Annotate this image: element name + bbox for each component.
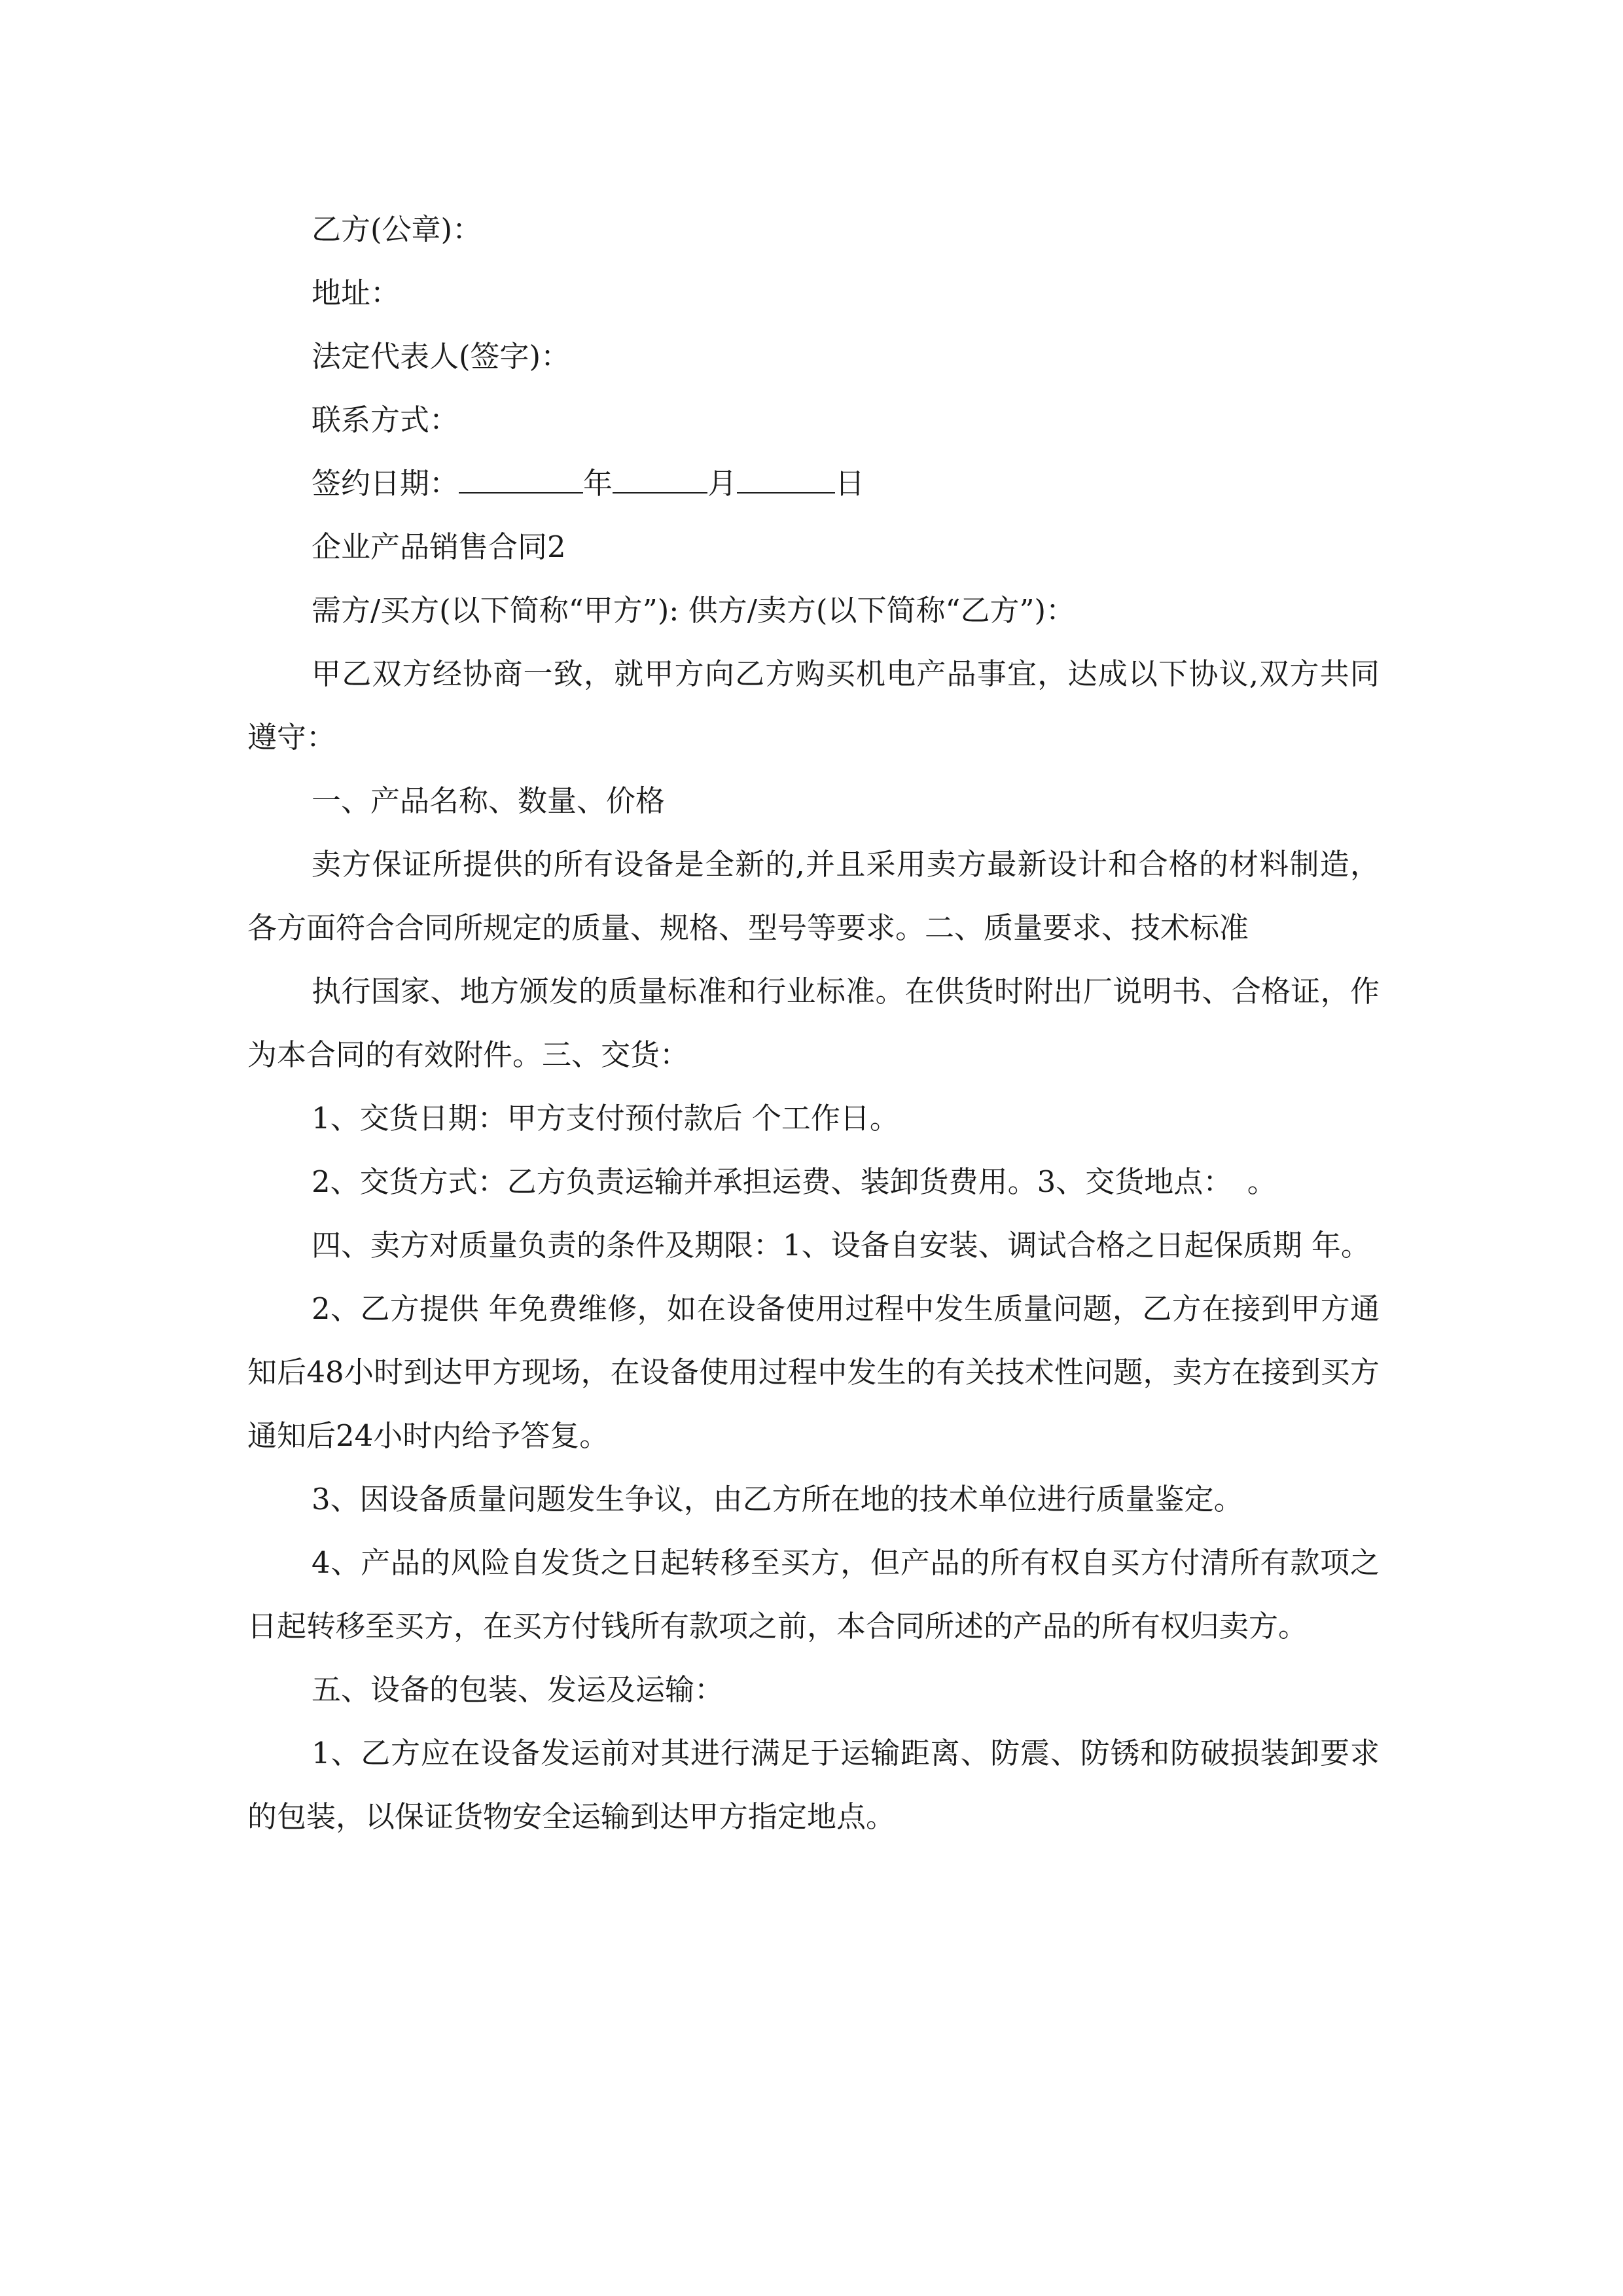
- legal-rep-line: 法定代表人(签字)：: [312, 339, 571, 374]
- warranty-3-line: 3、因设备质量问题发生争议，由乙方所在地的技术单位进行质量鉴定。: [312, 1482, 1243, 1516]
- year-blank: [459, 466, 583, 493]
- contract-title: 企业产品销售合同2: [312, 529, 566, 564]
- section2-paragraph: 执行国家、地方颁发的质量标准和行业标准。在供货时附出厂说明书、合格证，作为本合同的有效附件。三、交货：: [247, 974, 1380, 1072]
- sign-date-label: 签约日期：: [312, 466, 459, 501]
- sign-date-line: [247, 452, 1380, 515]
- day-label: 日: [835, 466, 865, 501]
- section4-paragraph: 四、卖方对质量负责的条件及期限：1、设备自安装、调试合格之日起保质期 年。: [312, 1228, 1370, 1263]
- delivery-date-line: 1、交货日期：甲方支付预付款后 个工作日。: [312, 1101, 899, 1136]
- contact-line: 联系方式：: [312, 403, 459, 437]
- warranty-2-paragraph: 2、乙方提供 年免费维修，如在设备使用过程中发生质量问题，乙方在接到甲方通知后48小时到达甲方现场，在设备使用过程中发生的有关技术性问题，卖方在接到买方通知后24小时内给予答复。: [247, 1291, 1380, 1453]
- delivery-method-line: 2、交货方式：乙方负责运输并承担运费、装卸货费用。3、交货地点： 。: [312, 1164, 1277, 1199]
- day-blank: [737, 466, 835, 493]
- month-label: 月: [707, 466, 738, 501]
- preamble-paragraph: 甲乙双方经协商一致，就甲方向乙方购买机电产品事宜，达成以下协议,双方共同遵守：: [247, 656, 1380, 755]
- year-label: 年: [583, 466, 613, 501]
- address-line: 地址：: [312, 276, 401, 310]
- section1-heading: 一、产品名称、数量、价格: [312, 783, 666, 818]
- packaging-1-paragraph: 1、乙方应在设备发运前对其进行满足于运输距离、防震、防锈和防破损装卸要求的包装，以保证货物安全运输到达甲方指定地点。: [247, 1736, 1380, 1834]
- warranty-4-paragraph: 4、产品的风险自发货之日起转移至买方，但产品的所有权自买方付清所有款项之日起转移至买方，在买方付钱所有款项之前，本合同所述的产品的所有权归卖方。: [247, 1545, 1380, 1643]
- section5-heading: 五、设备的包装、发运及运输：: [312, 1672, 724, 1707]
- section1-paragraph: 卖方保证所提供的所有设备是全新的,并且采用卖方最新设计和合格的材料制造，各方面符合合同所规定的质量、规格、型号等要求。二、质量要求、技术标准: [247, 847, 1380, 945]
- parties-line: 需方/买方(以下简称“甲方”): 供方/卖方(以下简称“乙方”)：: [312, 593, 1076, 628]
- document-body: [247, 198, 1380, 1848]
- party-b-seal-line: 乙方(公章)：: [312, 212, 482, 247]
- month-blank: [613, 466, 707, 493]
